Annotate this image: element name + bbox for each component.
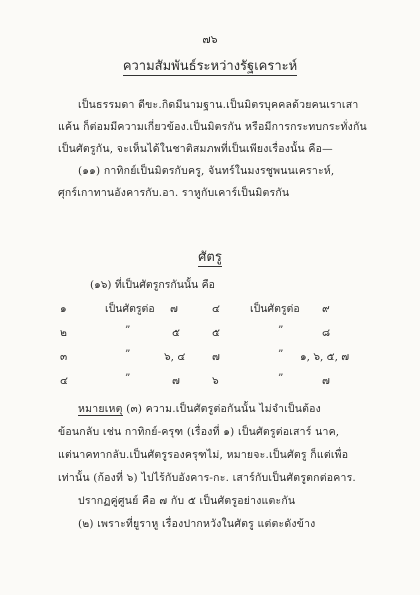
table-cell: ๑, ๖, ๕, ๗ (300, 351, 350, 363)
paragraph-line: ศุกร์เกาทานอังคารกับ.อา. ราหูกับเคาร์เป็นมิตรกัน (58, 187, 290, 199)
table-cell: ๗ (170, 303, 178, 315)
sub-heading-text: ศัตรู (198, 250, 222, 265)
table-cell: ๖, ๔ (164, 351, 186, 363)
paragraph-line: (๑๑) กาทิกย์เป็นมิตรกับครู, จันทร์ในมงรชูพนนเคราะห์, (78, 165, 335, 177)
table-cell: ” (125, 348, 131, 360)
table-cell: ๘ (322, 327, 331, 339)
section-heading (0, 55, 420, 76)
table-cell: ๒ (60, 327, 67, 339)
table-cell: ๖ (212, 375, 219, 387)
paragraph-line: แต่นาคทากลับ.เป็นศัตรูรองครุฑไม่, หมายจะ.เป็นศัตรู ก็แต่เพื่อ (58, 449, 349, 461)
table-cell: ๗ (322, 375, 330, 387)
paragraph-line: ข้อนกลับ เช่น กาทิกย์-ครุฑ (เรื่องที่ ๑) เป็นศัตรูต่อเสาร์ นาค, (58, 426, 340, 438)
table-cell: ” (125, 372, 131, 384)
sub-heading (0, 246, 420, 267)
table-cell: ” (278, 372, 284, 384)
paragraph-line: เท่านั้น (ก้องที่ ๖) ไปไร้กับอังคาร-กะ. เสาร์กับเป็นศัตรูตกต่อคาร. (58, 472, 356, 484)
table-cell: ๕ (172, 327, 180, 339)
paragraph-line: เป็นศัตรูกัน, จะเห็นได้ในชาติสมภพที่เป็นเพียงเรื่องนั้น คือ— (58, 143, 333, 155)
table-cell: ๓ (60, 351, 68, 363)
note-label: หมายเหตุ (78, 403, 123, 415)
table-cell: ๕ (212, 327, 220, 339)
table-cell: ” (278, 348, 284, 360)
table-cell: ๗ (172, 375, 180, 387)
table-cell: เป็นศัตรูต่อ (105, 303, 155, 315)
table-cell: ” (125, 324, 131, 336)
paragraph-line (78, 400, 321, 417)
paragraph-line: ปรากฏคู่ศูนย์ คือ ๗ กับ ๕ เป็นศัตรูอย่างแตะกัน (78, 495, 296, 507)
table-cell: ” (278, 324, 284, 336)
table-cell: ๗ (212, 351, 220, 363)
table-cell: ๙ (322, 303, 330, 315)
paragraph-line: (๒) เพราะที่ยูราหู เรื่องปากหวังในศัตรู แต่ตะดังข้าง (78, 518, 316, 530)
section-heading-text: ความสัมพันธ์ระหว่างรัฐเคราะห์ (122, 59, 298, 74)
note-text: (๓) ความ.เป็นศัตรูต่อกันนั้น ไม่จำเป็นต้อง (126, 403, 321, 415)
page-number: ๗๖ (202, 33, 218, 46)
table-cell: ๑ (60, 303, 67, 315)
table-cell: ๔ (60, 375, 68, 387)
table-cell: เป็นศัตรูต่อ (250, 303, 300, 315)
table-caption: (๑๖) ที่เป็นศัตรูกรกันนั้น คือ (90, 279, 215, 291)
table-cell: ๔ (212, 303, 220, 315)
paragraph-line: แค้น ก็ต่อมมีความเกี่ยวข้อง.เป็นมิตรกัน หรือมีการกระทบกระทั่งกัน (58, 121, 367, 133)
paragraph-line: เป็นธรรมดา ดีขะ.กิดมีนามฐาน.เป็นมิตรบุคคลด้วยคนเราเสา (78, 99, 359, 111)
